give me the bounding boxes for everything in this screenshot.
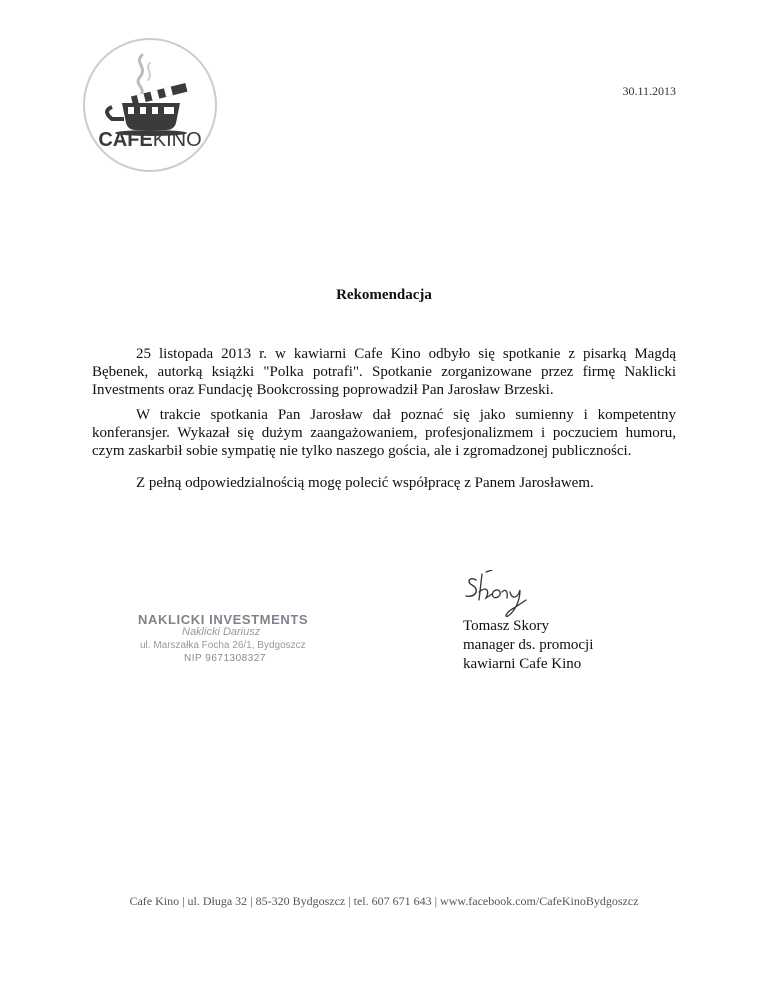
- handwritten-signature: [462, 570, 572, 620]
- logo-brand-bold: CAFÉ: [98, 129, 153, 151]
- signature-block: [463, 617, 593, 674]
- signer-place: kawiarni Cafe Kino: [463, 656, 582, 672]
- paragraph-text: 25 listopada 2013 r. w kawiarni Cafe Kino odbyło się spotkanie z pisarką Magdą Bębenek, autorką książki "Polka potrafi". Spotkanie zorganizowane przez firmę Naklicki Investments oraz Fundację Bookcrossing poprowadził Pan Jarosław Brzeski.: [92, 346, 676, 398]
- stamp-address: ul. Marszałka Focha 26/1, Bydgoszcz: [140, 640, 306, 651]
- body-paragraph: [92, 474, 676, 492]
- letter-title: Rekomendacja: [336, 287, 432, 303]
- stamp-nip: NIP 9671308327: [184, 653, 266, 664]
- paragraph-text: W trakcie spotkania Pan Jarosław dał poznać się jako sumienny i kompetentny konferansjer. Wykazał się dużym zaangażowaniem, profesjonalizmem i poczuciem humoru, czym zaskarbił sobie sympatię nie tylko naszego gościa, ale i zgromadzonej publiczności.: [92, 407, 676, 459]
- signer-role: manager ds. promocji: [463, 637, 594, 653]
- body-paragraph: [92, 345, 676, 399]
- stamp-owner: Naklicki Dariusz: [182, 626, 261, 638]
- logo-brand-light: KINO: [152, 129, 202, 151]
- signer-name: Tomasz Skory: [463, 618, 550, 634]
- logo-wordmark: [82, 129, 218, 152]
- letterhead-footer: Cafe Kino | ul. Długa 32 | 85-320 Bydgoszcz | tel. 607 671 643 | www.facebook.com/CafeKinoBydgoszcz: [129, 894, 639, 908]
- cafe-kino-logo: [82, 37, 218, 173]
- company-stamp: [138, 613, 338, 665]
- letter-date: 30.11.2013: [622, 84, 676, 98]
- stamp-company-name: NAKLICKI INVESTMENTS: [138, 612, 309, 627]
- paragraph-text: Z pełną odpowiedzialnością mogę polecić współpracę z Panem Jarosławem.: [136, 475, 594, 491]
- body-paragraph: [92, 406, 676, 460]
